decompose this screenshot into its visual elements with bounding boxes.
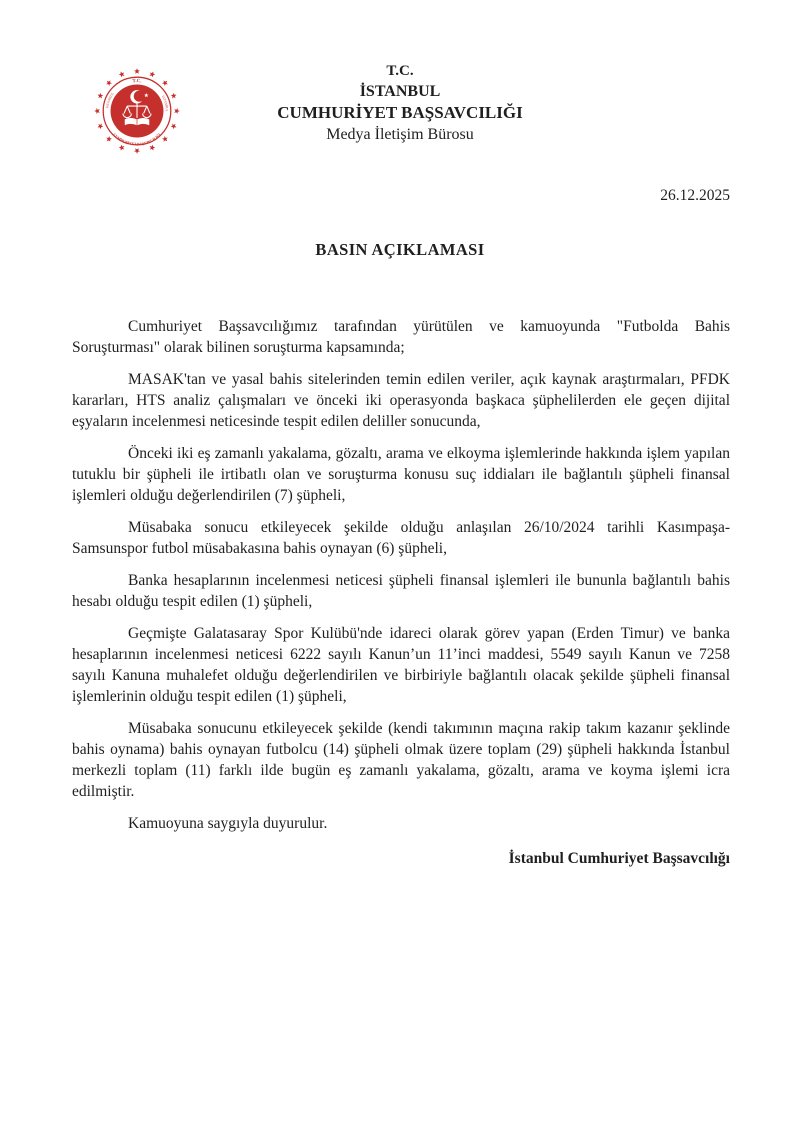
letterhead-tc: T.C. [386, 63, 414, 79]
letterhead-office: CUMHURİYET BAŞSAVCILIĞI [277, 103, 523, 122]
closing-line: Kamuoyuna saygıyla duyurulur. [128, 815, 328, 832]
prosecutor-office-emblem [88, 62, 186, 160]
document-title: BASIN AÇIKLAMASI [315, 240, 485, 259]
emblem-tc-text: T.C. [132, 79, 142, 85]
document-body [72, 316, 730, 834]
document-date: 26.12.2025 [660, 187, 730, 204]
body-paragraph: MASAK'tan ve yasal bahis sitelerinden temin edilen veriler, açık kaynak araştırmaları, PFDK kararları, HTS analiz çalışmaları ve önceki iki operasyonda başkaca şüphelilerden ele geçen dijital eşyaların incelenmesi neticesinde tespit edilen deliller sonucunda, [72, 371, 730, 430]
body-paragraph: Önceki iki eş zamanlı yakalama, gözaltı, arama ve elkoyma işlemlerinde hakkında işlem yapılan tutuklu bir şüpheli ile irtibatlı olan ve soruşturma konusu suç iddiaları ile bağlantılı şüpheli finansal işlemleri olduğu değerlendirilen (7) şüpheli, [72, 445, 730, 504]
emblem-ring-text-bottom: CUMHURİYET BAŞSAVCILIĞI [112, 132, 162, 147]
emblem-ring-text-left: İSTANBUL [105, 91, 115, 109]
letterhead-bureau: Medya İletişim Bürosu [326, 126, 474, 143]
body-paragraph: Müsabaka sonucunu etkileyecek şekilde (kendi takımının maçına rakip takım kazanır şeklinde bahis oynama) bahis oynayan futbolcu (14) şüpheli olmak üzere toplam (29) şüpheli hakkında İstanbul merkezli toplam (11) farklı ilde bugün eş zamanlı yakalama, gözaltı, arama ve koyma işlemi icra edilmiştir. [72, 720, 730, 800]
body-paragraph: Geçmişte Galatasaray Spor Kulübü'nde idareci olarak görev yapan (Erden Timur) ve banka hesaplarının incelenmesi neticesi 6222 sayılı Kanun’un 11’inci maddesi, 5549 sayılı Kanun ve 7258 sayılı Kanuna muhalefet olduğu değerlendirilen ve birbiriyle bağlantılı olacak şekilde şüpheli finansal işlemlerinin olduğu tespit edilen (1) şüpheli, [72, 625, 730, 705]
body-paragraph: Cumhuriyet Başsavcılığımız tarafından yürütülen ve kamuoyunda "Futbolda Bahis Soruşturması" olarak bilinen soruşturma kapsamında; [72, 318, 730, 356]
letterhead-city: İSTANBUL [359, 83, 441, 100]
signature: İstanbul Cumhuriyet Başsavcılığı [508, 850, 730, 867]
emblem-ring-text-right: İSTANBUL [161, 94, 169, 112]
prosecutor-office-emblem-svg [88, 62, 186, 160]
body-paragraph: Müsabaka sonucu etkileyecek şekilde olduğu anlaşılan 26/10/2024 tarihli Kasımpaşa-Samsunspor futbol müsabakasına bahis oynayan (6) şüpheli, [72, 519, 730, 557]
body-paragraph: Banka hesaplarının incelenmesi neticesi şüpheli finansal işlemleri ile bununla bağlantılı bahis hesabı olduğu tespit edilen (1) şüpheli, [72, 572, 730, 610]
